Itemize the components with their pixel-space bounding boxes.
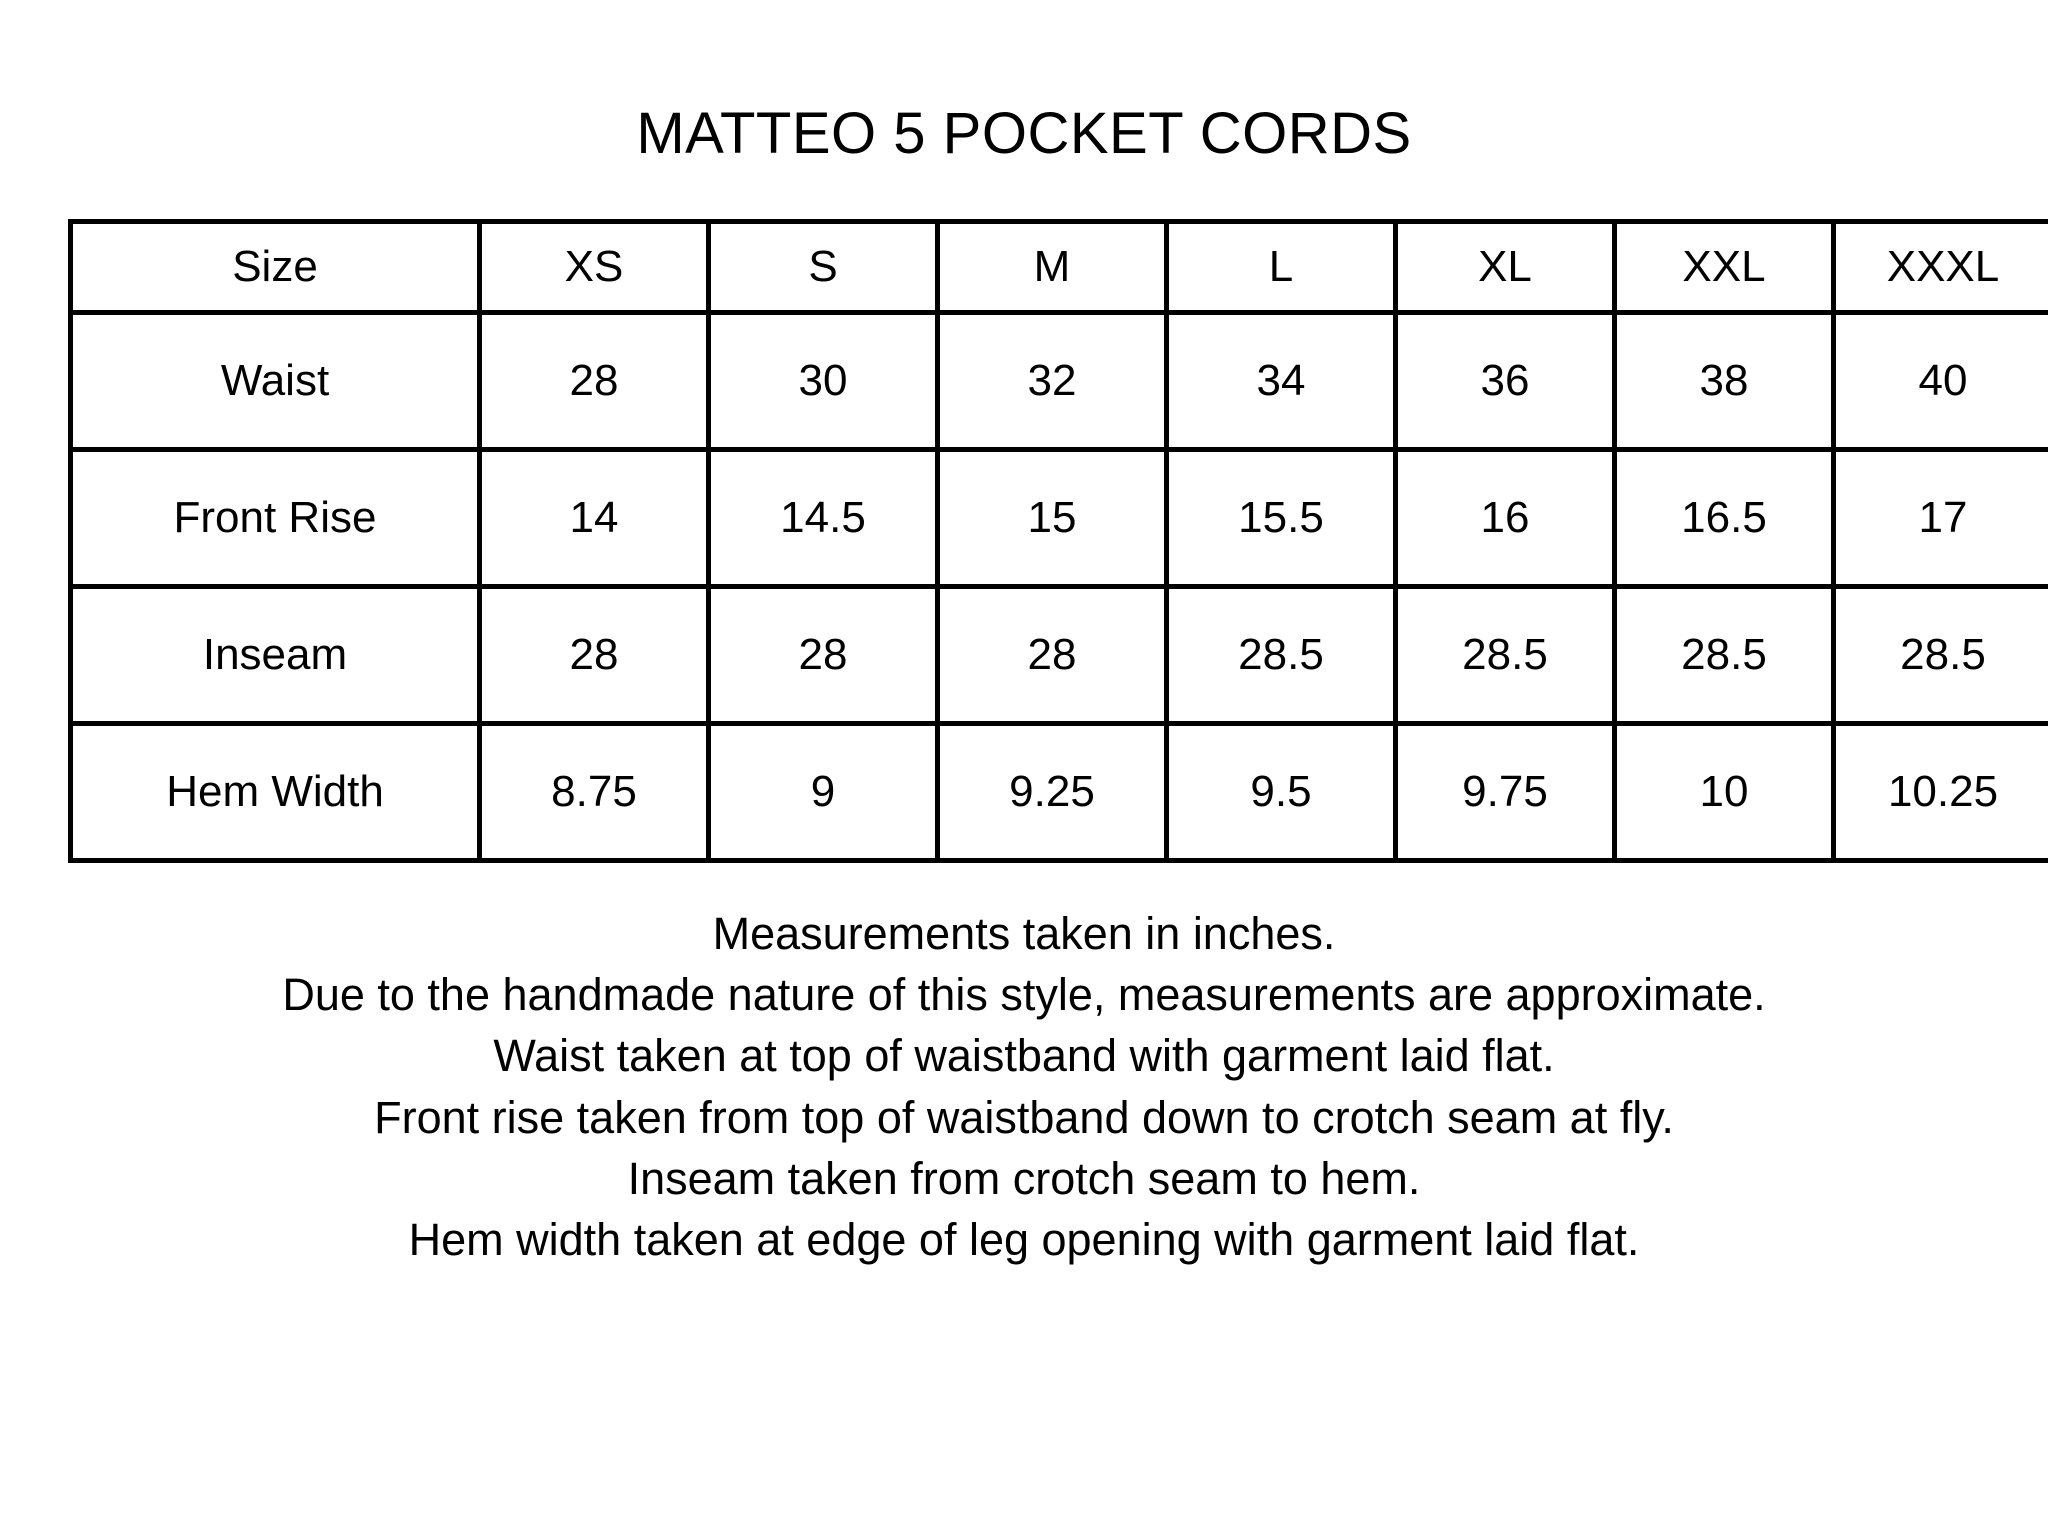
column-header-xxxl: XXXL bbox=[1834, 222, 2048, 313]
cell-hem-width-m: 9.25 bbox=[938, 724, 1167, 861]
cell-inseam-xl: 28.5 bbox=[1396, 587, 1615, 724]
table-row bbox=[71, 724, 2048, 861]
note-line: Inseam taken from crotch seam to hem. bbox=[627, 1152, 1421, 1204]
cell-inseam-xs: 28 bbox=[480, 587, 709, 724]
table-row bbox=[71, 313, 2048, 450]
cell-waist-xxxl: 40 bbox=[1834, 313, 2048, 450]
cell-hem-width-xs: 8.75 bbox=[480, 724, 709, 861]
note-line: Waist taken at top of waistband with garment laid flat. bbox=[493, 1030, 1555, 1082]
cell-inseam-l: 28.5 bbox=[1167, 587, 1396, 724]
cell-front-rise-xxl: 16.5 bbox=[1615, 450, 1834, 587]
note-line: Due to the handmade nature of this style, measurements are approximate. bbox=[282, 969, 1766, 1021]
cell-inseam-m: 28 bbox=[938, 587, 1167, 724]
cell-front-rise-xl: 16 bbox=[1396, 450, 1615, 587]
row-label-inseam: Inseam bbox=[71, 587, 480, 724]
page-title: MATTEO 5 POCKET CORDS bbox=[636, 101, 1412, 166]
cell-hem-width-xl: 9.75 bbox=[1396, 724, 1615, 861]
column-header-size: Size bbox=[71, 222, 480, 313]
cell-hem-width-s: 9 bbox=[709, 724, 938, 861]
cell-waist-m: 32 bbox=[938, 313, 1167, 450]
cell-inseam-xxxl: 28.5 bbox=[1834, 587, 2048, 724]
table-header-row bbox=[71, 222, 2048, 313]
column-header-l: L bbox=[1167, 222, 1396, 313]
column-header-m: M bbox=[938, 222, 1167, 313]
size-chart-table-wrapper bbox=[68, 167, 2000, 863]
cell-waist-xs: 28 bbox=[480, 313, 709, 450]
cell-waist-xxl: 38 bbox=[1615, 313, 1834, 450]
column-header-xl: XL bbox=[1396, 222, 1615, 313]
cell-waist-l: 34 bbox=[1167, 313, 1396, 450]
table-row bbox=[71, 450, 2048, 587]
cell-waist-xl: 36 bbox=[1396, 313, 1615, 450]
table-row bbox=[71, 587, 2048, 724]
cell-waist-s: 30 bbox=[709, 313, 938, 450]
cell-hem-width-xxl: 10 bbox=[1615, 724, 1834, 861]
cell-front-rise-m: 15 bbox=[938, 450, 1167, 587]
size-chart-table bbox=[68, 219, 2048, 863]
column-header-xxl: XXL bbox=[1615, 222, 1834, 313]
cell-front-rise-s: 14.5 bbox=[709, 450, 938, 587]
cell-front-rise-xxxl: 17 bbox=[1834, 450, 2048, 587]
cell-hem-width-xxxl: 10.25 bbox=[1834, 724, 2048, 861]
cell-front-rise-l: 15.5 bbox=[1167, 450, 1396, 587]
note-line: Hem width taken at edge of leg opening with garment laid flat. bbox=[408, 1213, 1640, 1265]
row-label-hem-width: Hem Width bbox=[71, 724, 480, 861]
note-line: Front rise taken from top of waistband down to crotch seam at fly. bbox=[374, 1091, 1674, 1143]
column-header-xs: XS bbox=[480, 222, 709, 313]
row-label-waist: Waist bbox=[71, 313, 480, 450]
cell-inseam-xxl: 28.5 bbox=[1615, 587, 1834, 724]
cell-hem-width-l: 9.5 bbox=[1167, 724, 1396, 861]
row-label-front-rise: Front Rise bbox=[71, 450, 480, 587]
measurement-notes bbox=[44, 863, 2004, 1270]
column-header-s: S bbox=[709, 222, 938, 313]
note-line: Measurements taken in inches. bbox=[712, 908, 1336, 959]
cell-front-rise-xs: 14 bbox=[480, 450, 709, 587]
cell-inseam-s: 28 bbox=[709, 587, 938, 724]
